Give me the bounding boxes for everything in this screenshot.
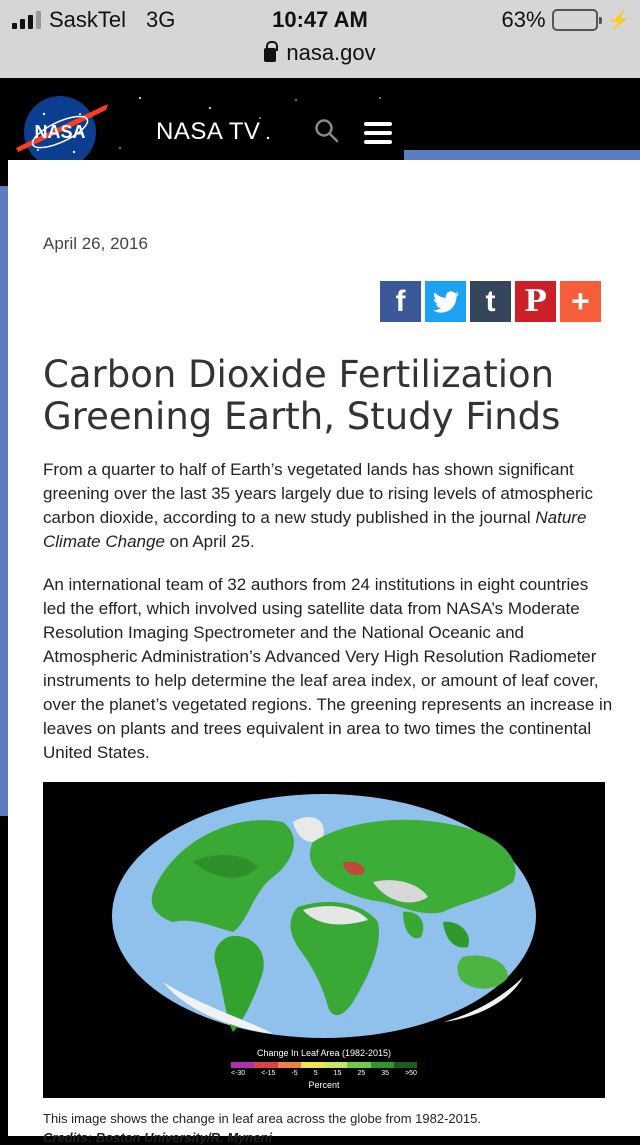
legend-tick: <-15: [261, 1070, 276, 1077]
pinterest-icon: P: [524, 284, 547, 319]
battery-status: [502, 7, 630, 33]
article-paragraph-2: An international team of 32 authors from 24 institutions in eight countries led the effort, which involved using satellite data from NASA’s Moderate Resolution Imaging Spectrometer and the National Oceanic and Atmospheric Administration’s Advanced Very High Resolution Radiometer instruments to help determine the leaf area index, or amount of leaf cover, over the planet’s vegetated regions. The greening represents an increase in leaves on plants and trees equivalent in area to two times the continental United States.: [43, 575, 613, 762]
page-accent-left: [0, 186, 8, 816]
legend-unit: Percent: [308, 1080, 340, 1090]
status-bar: [0, 0, 640, 78]
more-share-button[interactable]: [560, 281, 601, 322]
battery-percent: 63%: [501, 7, 546, 32]
legend-title: Change In Leaf Area (1982-2015): [256, 1048, 392, 1058]
article-title: Carbon Dioxide Fertilization Greening Earth, Study Finds: [43, 353, 561, 438]
legend-tick: <-30: [231, 1070, 246, 1077]
clock: 10:47 AM: [272, 7, 368, 32]
nasa-logo-text: NASA: [34, 122, 86, 142]
tumblr-share-button[interactable]: [470, 281, 511, 322]
plus-icon: +: [571, 283, 590, 319]
twitter-share-button[interactable]: [425, 281, 466, 322]
article: [8, 160, 640, 1145]
nasa-tv-link[interactable]: NASA TV: [156, 118, 261, 145]
legend-color-bar: [231, 1062, 417, 1068]
legend-tick: 35: [381, 1070, 390, 1077]
url-text: nasa.gov: [286, 40, 376, 65]
share-buttons: [380, 281, 601, 322]
journal-name: Nature Climate Change: [43, 508, 587, 551]
legend-tick: >50: [405, 1070, 417, 1077]
tumblr-icon: t: [485, 284, 496, 318]
legend-tick: 5: [313, 1070, 318, 1077]
facebook-icon: f: [395, 284, 406, 318]
charging-icon: ⚡: [607, 9, 630, 30]
legend-tick: 15: [333, 1070, 342, 1077]
legend-tick: 25: [357, 1070, 366, 1077]
article-date: April 26, 2016: [43, 234, 148, 253]
pinterest-share-button[interactable]: [515, 281, 556, 322]
twitter-icon: [433, 291, 459, 313]
legend-tick: -5: [291, 1070, 298, 1077]
figure-caption: This image shows the change in leaf area across the globe from 1982-2015.: [43, 1111, 481, 1126]
network-type: 3G: [146, 7, 176, 32]
search-icon[interactable]: [314, 118, 340, 144]
hamburger-menu-icon[interactable]: [364, 122, 392, 144]
header-accent-bar: [404, 150, 640, 160]
battery-icon: [552, 9, 598, 31]
address-bar[interactable]: [0, 40, 640, 66]
leaf-area-map-image[interactable]: [43, 782, 605, 1098]
facebook-share-button[interactable]: [380, 281, 421, 322]
article-paragraph-1: From a quarter to half of Earth’s vegetated lands has shown significant greening over the last 35 years largely due to rising levels of atmospheric carbon dioxide, according to a new study published in the journal Nature Climate Change on April 25.: [43, 460, 593, 551]
carrier-name: SaskTel: [49, 7, 127, 32]
figure-credit: Credits: Boston University/R. Myneni: [43, 1130, 272, 1145]
nasa-logo[interactable]: [14, 94, 110, 170]
legend-ticks: [231, 1070, 417, 1077]
lock-icon: [264, 48, 276, 62]
